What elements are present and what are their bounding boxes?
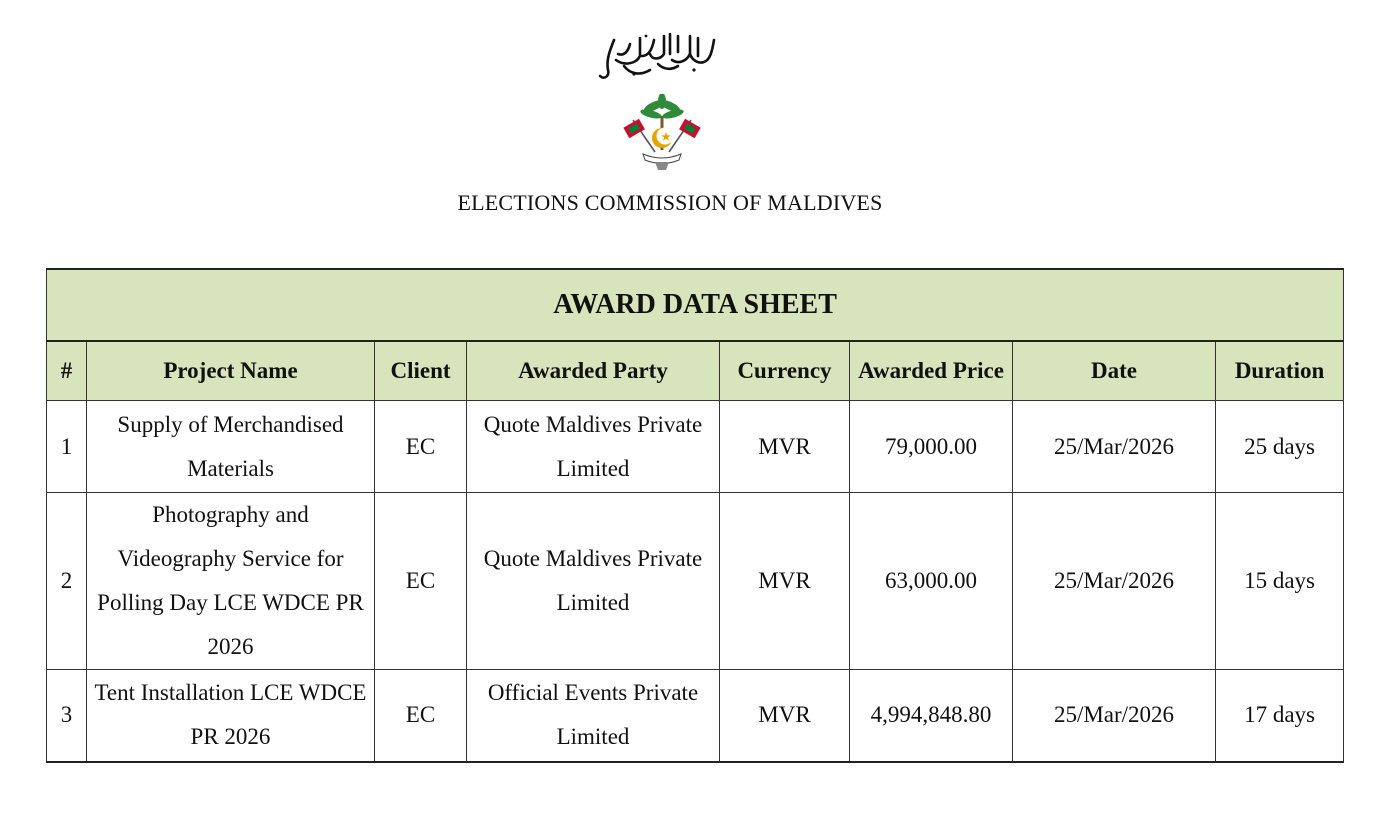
bismillah-calligraphy [594,30,720,82]
table-row [47,493,1344,670]
award-date: 25/Mar/2026 [1013,493,1216,670]
duration: 15 days [1216,493,1344,670]
award-date: 25/Mar/2026 [1013,670,1216,762]
table-row [47,670,1344,762]
awarded-party: Quote Maldives Private Limited [467,401,720,493]
awarded-price: 4,994,848.80 [850,670,1013,762]
table-header-row [47,341,1344,401]
award-date: 25/Mar/2026 [1013,401,1216,493]
column-header-project-name: Project Name [87,341,375,401]
awarded-party: Quote Maldives Private Limited [467,493,720,670]
row-number: 2 [47,493,87,670]
awarded-price: 63,000.00 [850,493,1013,670]
project-name: Photography and Videography Service for Polling Day LCE WDCE PR 2026 [87,493,375,670]
column-header-awarded-party: Awarded Party [467,341,720,401]
client: EC [375,670,467,762]
column-header-awarded-price: Awarded Price [850,341,1013,401]
sheet-title: AWARD DATA SHEET [47,269,1344,341]
awarded-party: Official Events Private Limited [467,670,720,762]
client: EC [375,493,467,670]
duration: 25 days [1216,401,1344,493]
client: EC [375,401,467,493]
column-header-client: Client [375,341,467,401]
currency: MVR [720,493,850,670]
table-row [47,401,1344,493]
organization-name: ELECTIONS COMMISSION OF MALDIVES [457,190,883,215]
column-header-currency: Currency [720,341,850,401]
row-number: 1 [47,401,87,493]
awarded-price: 79,000.00 [850,401,1013,493]
award-data-table [46,268,1344,763]
sheet-title-row [47,269,1344,341]
project-name: Supply of Merchandised Materials [87,401,375,493]
column-header-date: Date [1013,341,1216,401]
currency: MVR [720,670,850,762]
row-number: 3 [47,670,87,762]
currency: MVR [720,401,850,493]
duration: 17 days [1216,670,1344,762]
column-header-duration: Duration [1216,341,1344,401]
column-header-number: # [47,341,87,401]
project-name: Tent Installation LCE WDCE PR 2026 [87,670,375,762]
maldives-emblem-icon [621,94,703,172]
